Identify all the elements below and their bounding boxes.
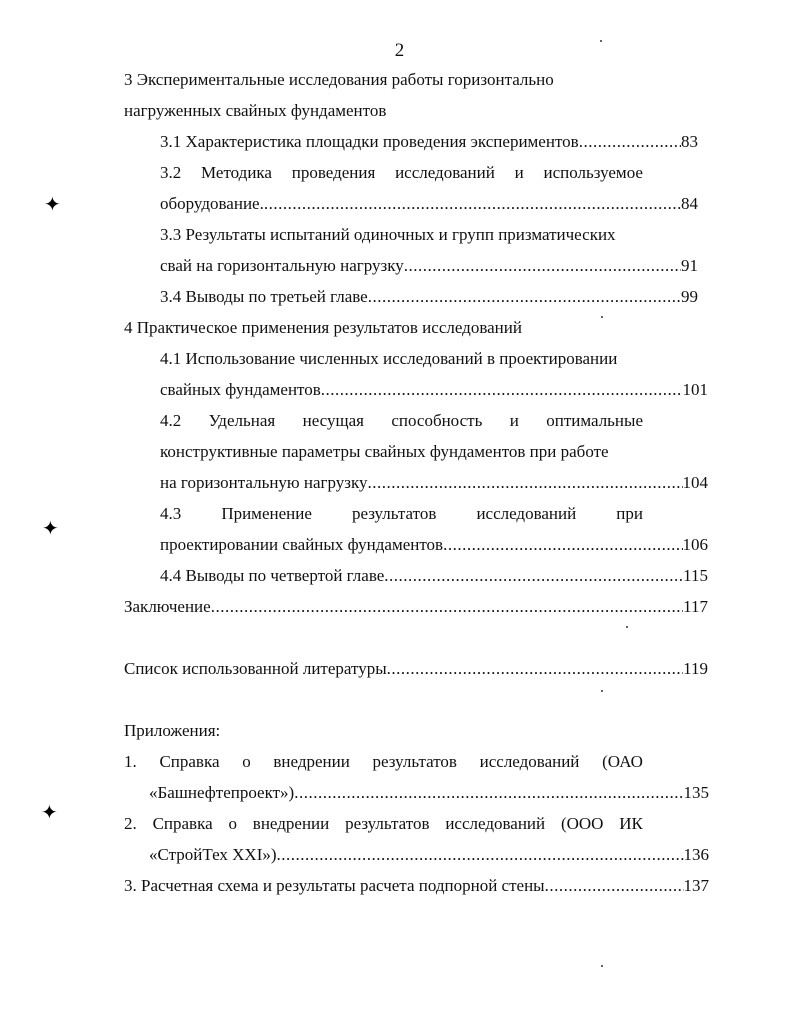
word: (ООО (560, 814, 604, 833)
toc-entry-4-2[interactable] (160, 470, 708, 496)
leader-dots (579, 129, 681, 155)
scan-speck (626, 626, 628, 628)
toc-entry-4-4[interactable] (160, 563, 708, 589)
word: внедрении (252, 814, 330, 833)
leader-dots (545, 873, 684, 899)
toc-page-number: 115 (683, 566, 708, 585)
page-number: 2 (394, 40, 405, 61)
toc-page-number: 99 (681, 287, 698, 306)
toc-entry-title: свайных фундаментов (160, 380, 321, 399)
word: ИК (619, 814, 643, 833)
word: при (616, 504, 643, 523)
word: 4.3 (160, 504, 182, 523)
toc-page-number: 83 (681, 132, 698, 151)
toc-entry-4-3[interactable] (160, 532, 708, 558)
leader-dots (321, 377, 683, 403)
scan-speck (601, 690, 603, 692)
leader-dots (404, 253, 681, 279)
word: о (228, 814, 237, 833)
binder-hole-mark-icon: ✦ (44, 192, 61, 216)
toc-entry-3-4[interactable] (160, 284, 698, 310)
toc-page-number: 91 (681, 256, 698, 275)
word: результатов (345, 814, 430, 833)
leader-dots (368, 470, 683, 496)
toc-entry-title: свай на горизонтальную нагрузку (160, 256, 404, 275)
word: 4.2 (160, 411, 182, 430)
word: несущая (302, 411, 364, 430)
toc-entry-title: Список использованной литературы (124, 659, 387, 678)
leader-dots (277, 842, 684, 868)
scan-speck (601, 965, 603, 967)
toc-page-number: 136 (683, 845, 709, 864)
leader-dots (368, 284, 681, 310)
toc-page-number: 104 (682, 473, 708, 492)
toc-entry-3-3[interactable] (160, 253, 698, 279)
toc-page-number: 135 (683, 783, 709, 802)
binder-hole-mark-icon: ✦ (42, 516, 59, 540)
word: внедрении (273, 752, 350, 771)
leader-dots (384, 563, 683, 589)
toc-entry-conclusion[interactable] (124, 594, 708, 620)
word: Применение (221, 504, 312, 523)
leader-dots (211, 594, 683, 620)
word: результатов (351, 504, 437, 523)
word: исследований (445, 814, 546, 833)
word: 1. (124, 752, 137, 771)
word: исследований (476, 504, 577, 523)
toc-entry-3-3-line1: 3.3 Результаты испытаний одиночных и групп призматических (160, 225, 616, 244)
toc-entry-title: проектировании свайных фундаментов (160, 535, 444, 554)
toc-entry-title: «Башнефтепроект») (149, 783, 295, 802)
toc-entry-bibliography[interactable] (124, 656, 708, 682)
chapter4-heading: 4 Практическое применения результатов исследований (124, 318, 522, 337)
word: проведения (291, 163, 376, 182)
toc-page-number: 117 (683, 597, 708, 616)
word: о (242, 752, 251, 771)
scan-speck (600, 40, 602, 42)
word: исследований (479, 752, 580, 771)
chapter3-heading-line1: 3 Экспериментальные исследования работы горизонтально (124, 70, 554, 89)
toc-entry-3-2[interactable] (160, 191, 698, 217)
toc-entry-appendix-1-line1 (124, 749, 643, 775)
toc-entry-4-1-line1: 4.1 Использование численных исследований в проектировании (160, 349, 618, 368)
toc-entry-appendix-1[interactable] (149, 780, 709, 806)
word: и (509, 411, 519, 430)
toc-entry-title: оборудование. (160, 194, 264, 213)
word: (ОАО (602, 752, 643, 771)
toc-entry-3-2-line1 (160, 160, 643, 186)
scan-speck (601, 316, 603, 318)
toc-entry-title: 3. Расчетная схема и результаты расчета подпорной стены (124, 876, 545, 895)
toc-entry-4-2-line1 (160, 408, 643, 434)
word: результатов (372, 752, 457, 771)
toc-page-number: 137 (683, 876, 709, 895)
chapter3-heading-line2: нагруженных свайных фундаментов (124, 101, 387, 120)
word: используемое (543, 163, 643, 182)
toc-entry-title: 3.4 Выводы по третьей главе (160, 287, 368, 306)
word: Справка (152, 814, 213, 833)
word: 3.2 (160, 163, 182, 182)
toc-entry-title: 4.4 Выводы по четвертой главе (160, 566, 385, 585)
binder-hole-mark-icon: ✦ (41, 800, 58, 824)
word: исследований (395, 163, 495, 182)
leader-dots (294, 780, 683, 806)
word: и (514, 163, 524, 182)
toc-entry-title: «СтройТех XXI») (149, 845, 277, 864)
toc-entry-appendix-2[interactable] (149, 842, 709, 868)
toc-entry-appendix-3[interactable] (124, 873, 709, 899)
toc-entry-3-1[interactable] (160, 129, 698, 155)
toc-entry-4-3-line1 (160, 501, 643, 527)
leader-dots (264, 191, 681, 217)
toc-entry-4-2-line2: конструктивные параметры свайных фундаментов при работе (160, 442, 609, 461)
word: оптимальные (546, 411, 643, 430)
word: Справка (159, 752, 220, 771)
toc-entry-title: на горизонтальную нагрузку (160, 473, 368, 492)
toc-page-number: 106 (682, 535, 708, 554)
word: 2. (124, 814, 137, 833)
toc-entry-appendix-2-line1 (124, 811, 643, 837)
toc-page-number: 84 (681, 194, 698, 213)
leader-dots (443, 532, 682, 558)
toc-entry-title: 3.1 Характеристика площадки проведения экспериментов (160, 132, 579, 151)
toc-entry-4-1[interactable] (160, 377, 708, 403)
toc-page-number: 101 (682, 380, 708, 399)
word: Методика (201, 163, 272, 182)
leader-dots (387, 656, 683, 682)
toc-page-number: 119 (683, 659, 708, 678)
word: Удельная (208, 411, 276, 430)
toc-entry-title: Заключение (124, 597, 211, 616)
appendices-heading: Приложения: (124, 721, 221, 740)
word: способность (391, 411, 483, 430)
